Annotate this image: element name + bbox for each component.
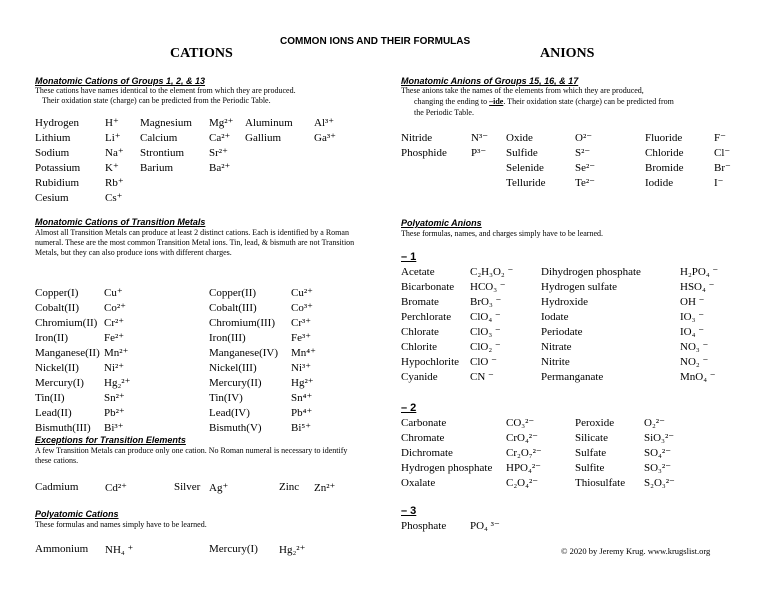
- ion-name: Oxide: [506, 132, 533, 144]
- ion-name: Selenide: [506, 162, 544, 174]
- ion-name: Tin(IV): [209, 392, 243, 404]
- ion-name: Copper(I): [35, 287, 79, 299]
- ion-row: [35, 286, 130, 301]
- minus2-left-list: [401, 416, 542, 491]
- ion-row: [541, 370, 718, 385]
- ion-row: [401, 325, 513, 340]
- ion-formula: Ca²⁺: [209, 132, 231, 144]
- ion-name: Dihydrogen phosphate: [541, 266, 641, 278]
- ion-formula: Mn²⁺: [104, 347, 129, 359]
- ion-name: Magnesium: [140, 117, 192, 129]
- transition-desc: Almost all Transition Metals can produce at least 2 distinct cations. Each is identified by a Roman numeral. These are the most common Transition Metal ions. Tin, lead, & bismuth are not Transition Metals, but they can also produce ions with different charges.: [35, 228, 355, 257]
- ion-formula: Cd²⁺: [105, 482, 127, 494]
- ion-name: Perchlorate: [401, 311, 452, 323]
- ion-formula: IO₃ ⁻: [680, 311, 704, 323]
- ion-name: Bismuth(III): [35, 422, 91, 434]
- ion-row: [35, 146, 124, 161]
- ion-name: Nitrate: [541, 341, 572, 353]
- ion-formula: HPO₄²⁻: [506, 462, 541, 474]
- ion-row: [645, 146, 731, 161]
- ion-formula: ClO₂ ⁻: [470, 341, 501, 353]
- ion-name: Phosphide: [401, 147, 447, 159]
- ion-name: Lithium: [35, 132, 71, 144]
- ion-formula: Te²⁻: [575, 177, 595, 189]
- ion-row: [35, 346, 130, 361]
- ion-formula: SO₄²⁻: [644, 447, 672, 459]
- transition-right-list: [209, 286, 316, 436]
- ion-name: Mercury(I): [209, 543, 258, 555]
- ion-name: Cadmium: [35, 481, 79, 493]
- ide-ending: –ide: [489, 97, 504, 106]
- ion-name: Thiosulfate: [575, 477, 626, 489]
- ion-formula: ClO ⁻: [470, 356, 497, 368]
- ion-name: Bicarbonate: [401, 281, 455, 293]
- ion-name: Lead(II): [35, 407, 72, 419]
- ion-row: [541, 310, 718, 325]
- group1-list: [35, 116, 124, 206]
- mono-anions-desc-1: These anions take the names of the elements from which they are produced,: [401, 86, 644, 95]
- mono-cations-desc-1: These cations have names identical to the element from which they are produced.: [35, 86, 296, 95]
- ion-formula: K⁺: [105, 162, 119, 174]
- poly-cations-list: [35, 543, 375, 558]
- ion-row: [541, 355, 718, 370]
- ion-row: [35, 316, 130, 331]
- ion-formula: P³⁻: [471, 147, 487, 159]
- ion-name: Calcium: [140, 132, 178, 144]
- ion-formula: Cl⁻: [714, 147, 731, 159]
- ion-name: Mercury(II): [209, 377, 262, 389]
- ion-name: Cobalt(II): [35, 302, 79, 314]
- ion-name: Potassium: [35, 162, 81, 174]
- charge-minus-3-label: – 3: [401, 505, 417, 517]
- ion-row: [209, 391, 316, 406]
- ion-formula: Ag⁺: [209, 482, 229, 494]
- ion-row: [541, 280, 718, 295]
- ion-formula: SiO₃²⁻: [644, 432, 675, 444]
- ion-name: Hypochlorite: [401, 356, 460, 368]
- ion-formula: Na⁺: [105, 147, 124, 159]
- ion-row: [575, 416, 675, 431]
- ion-formula: Mn⁴⁺: [291, 347, 316, 359]
- ion-formula: Hg₂²⁺: [104, 377, 131, 389]
- ion-name: Chloride: [645, 147, 684, 159]
- ion-row: [401, 340, 513, 355]
- ion-formula: Co²⁺: [104, 302, 126, 314]
- ion-row: [575, 476, 675, 491]
- ion-name: Chromium(II): [35, 317, 98, 329]
- ion-row: [401, 519, 500, 534]
- desc-part: changing the ending to: [414, 97, 490, 106]
- ion-row: [401, 295, 513, 310]
- ion-formula: MnO₄ ⁻: [680, 371, 716, 383]
- ion-name: Barium: [140, 162, 173, 174]
- ion-row: [401, 461, 542, 476]
- ion-name: Sodium: [35, 147, 70, 159]
- ion-name: Nickel(III): [209, 362, 257, 374]
- ion-row: [401, 131, 488, 146]
- ion-name: Chlorate: [401, 326, 439, 338]
- ion-row: [140, 146, 233, 161]
- ion-row: [401, 310, 513, 325]
- ion-formula: ClO₄ ⁻: [470, 311, 501, 323]
- ion-row: [35, 331, 130, 346]
- ion-name: Cesium: [35, 192, 69, 204]
- ion-formula: Li⁺: [105, 132, 121, 144]
- ion-row: [35, 376, 130, 391]
- ion-row: [541, 325, 718, 340]
- ion-formula: H⁺: [105, 117, 119, 129]
- ion-row: [209, 286, 316, 301]
- ion-name: Chlorite: [401, 341, 438, 353]
- ion-formula: ClO₃ ⁻: [470, 326, 501, 338]
- ion-formula: Br⁻: [714, 162, 731, 174]
- ion-row: [401, 416, 542, 431]
- ion-formula: NH₄ ⁺: [105, 544, 134, 556]
- ion-formula: Bi⁵⁺: [291, 422, 312, 434]
- ion-row: [245, 131, 336, 146]
- ion-formula: Al³⁺: [314, 117, 335, 129]
- desc-part: . Their oxidation state (charge) can be predicted from: [503, 97, 674, 106]
- ion-name: Hydrogen sulfate: [541, 281, 618, 293]
- ion-formula: Cr³⁺: [291, 317, 312, 329]
- ion-formula: Se²⁻: [575, 162, 596, 174]
- copyright: © 2020 by Jeremy Krug. www.krugslist.org: [561, 546, 711, 556]
- ion-row: [645, 131, 731, 146]
- ion-formula: HSO₄ ⁻: [680, 281, 715, 293]
- ion-formula: SO₃²⁻: [644, 462, 672, 474]
- ion-formula: H₂PO₄ ⁻: [680, 266, 719, 278]
- ion-formula: Cr₂O₇²⁻: [506, 447, 542, 459]
- ion-row: [401, 146, 488, 161]
- exceptions-list: [35, 481, 375, 496]
- ion-formula: Pb⁴⁺: [291, 407, 313, 419]
- ion-name: Peroxide: [575, 417, 615, 429]
- ion-name: Gallium: [245, 132, 282, 144]
- ion-formula: Ba²⁺: [209, 162, 231, 174]
- mono-anions-desc-3: the Periodic Table.: [414, 108, 474, 117]
- ion-row: [506, 176, 595, 191]
- ion-formula: Cu⁺: [104, 287, 123, 299]
- ion-name: Nitride: [401, 132, 433, 144]
- page-title: COMMON IONS AND THEIR FORMULAS: [280, 36, 471, 47]
- ion-row: [209, 406, 316, 421]
- ion-name: Acetate: [401, 266, 435, 278]
- minus1-left-list: [401, 265, 513, 385]
- ion-name: Hydrogen: [35, 117, 79, 129]
- ion-formula: IO₄ ⁻: [680, 326, 704, 338]
- ion-formula: Ga³⁺: [314, 132, 336, 144]
- poly-cations-heading: Polyatomic Cations: [35, 509, 119, 519]
- ion-formula: O²⁻: [575, 132, 593, 144]
- ion-row: [506, 146, 595, 161]
- ion-formula: PO₄ ³⁻: [470, 520, 500, 532]
- ion-formula: OH ⁻: [680, 296, 705, 308]
- transition-left-list: [35, 286, 130, 436]
- group16-list: [506, 131, 595, 191]
- ion-formula: S₂O₃²⁻: [644, 477, 675, 489]
- ion-name: Copper(II): [209, 287, 257, 299]
- ion-name: Sulfate: [575, 447, 607, 459]
- ion-name: Periodate: [541, 326, 583, 338]
- ion-formula: Cu²⁺: [291, 287, 313, 299]
- ion-name: Mercury(I): [35, 377, 84, 389]
- ion-row: [401, 370, 513, 385]
- ion-formula: N³⁻: [471, 132, 489, 144]
- ion-row: [541, 340, 718, 355]
- ion-formula: Cr²⁺: [104, 317, 125, 329]
- ion-formula: Pb²⁺: [104, 407, 125, 419]
- ion-name: Lead(IV): [209, 407, 250, 419]
- poly-anions-heading: Polyatomic Anions: [401, 218, 482, 228]
- mono-cations-desc-2: Their oxidation state (charge) can be predicted from the Periodic Table.: [42, 96, 271, 105]
- minus3-list: [401, 519, 500, 534]
- ion-name: Bismuth(V): [209, 422, 262, 434]
- ion-formula: Ni³⁺: [291, 362, 312, 374]
- ion-formula: CrO₄²⁻: [506, 432, 538, 444]
- ion-row: [209, 421, 316, 436]
- ion-row: [35, 191, 124, 206]
- ion-row: [35, 131, 124, 146]
- ion-name: Aluminum: [245, 117, 293, 129]
- ion-row: [209, 361, 316, 376]
- ion-name: Carbonate: [401, 417, 447, 429]
- ion-name: Phosphate: [401, 520, 447, 532]
- ion-formula: O₂²⁻: [644, 417, 665, 429]
- ion-name: Zinc: [279, 481, 300, 493]
- ion-name: Chromium(III): [209, 317, 275, 329]
- ion-name: Manganese(II): [35, 347, 100, 359]
- ion-name: Dichromate: [401, 447, 453, 459]
- ion-row: [209, 346, 316, 361]
- ion-row: [140, 131, 233, 146]
- exceptions-desc: A few Transition Metals can produce only one cation. No Roman numeral is necessary to identify these cations.: [35, 446, 348, 465]
- ion-name: Sulfide: [506, 147, 538, 159]
- ion-row: [401, 280, 513, 295]
- ion-formula: Fe³⁺: [291, 332, 312, 344]
- ion-row: [209, 316, 316, 331]
- ion-formula: Co³⁺: [291, 302, 313, 314]
- group15-list: [401, 131, 488, 161]
- ion-row: [506, 131, 595, 146]
- ion-row: [35, 301, 130, 316]
- ion-formula: Sn²⁺: [104, 392, 125, 404]
- ion-row: [575, 431, 675, 446]
- ion-formula: NO₃ ⁻: [680, 341, 709, 353]
- ion-name: Cyanide: [401, 371, 438, 383]
- ion-formula: HCO₃ ⁻: [470, 281, 506, 293]
- ion-name: Nitrite: [541, 356, 570, 368]
- ion-name: Strontium: [140, 147, 185, 159]
- ion-name: Iodate: [541, 311, 569, 323]
- exceptions-heading: Exceptions for Transition Elements: [35, 435, 186, 445]
- ion-row: [401, 355, 513, 370]
- ion-row: [35, 406, 130, 421]
- ion-formula: Cs⁺: [105, 192, 123, 204]
- ion-row: [401, 446, 542, 461]
- ion-name: Iron(III): [209, 332, 246, 344]
- ion-row: [140, 161, 233, 176]
- group17-list: [645, 131, 731, 191]
- ion-name: Iron(II): [35, 332, 68, 344]
- ion-formula: Fe²⁺: [104, 332, 125, 344]
- ion-row: [645, 176, 731, 191]
- ion-name: Iodide: [645, 177, 674, 189]
- ion-row: [401, 431, 542, 446]
- charge-minus-1-label: – 1: [401, 251, 417, 263]
- anions-heading: ANIONS: [540, 46, 595, 61]
- ion-formula: Rb⁺: [105, 177, 124, 189]
- charge-minus-2-label: – 2: [401, 402, 417, 414]
- group2-list: [140, 116, 233, 176]
- ion-row: [35, 361, 130, 376]
- ion-row: [35, 176, 124, 191]
- ion-formula: Hg₂²⁺: [279, 544, 306, 556]
- mono-anions-heading: Monatomic Anions of Groups 15, 16, & 17: [401, 76, 579, 86]
- ion-formula: CN ⁻: [470, 371, 494, 383]
- cations-heading: CATIONS: [170, 46, 233, 61]
- poly-anions-desc: These formulas, names, and charges simply have to be learned.: [401, 229, 604, 238]
- ion-formula: Mg²⁺: [209, 117, 234, 129]
- ion-name: Cobalt(III): [209, 302, 257, 314]
- ion-formula: C₂O₄²⁻: [506, 477, 539, 489]
- ion-formula: Zn²⁺: [314, 482, 336, 494]
- ion-formula: Ni²⁺: [104, 362, 125, 374]
- ion-formula: C₂H₃O₂ ⁻: [470, 266, 514, 278]
- ion-formula: CO₃²⁻: [506, 417, 535, 429]
- ion-name: Rubidium: [35, 177, 80, 189]
- mono-cations-heading: Monatomic Cations of Groups 1, 2, & 13: [35, 76, 206, 86]
- ion-row: [140, 116, 233, 131]
- ion-row: [575, 461, 675, 476]
- ion-name: Hydroxide: [541, 296, 589, 308]
- minus1-right-list: [541, 265, 718, 385]
- ion-formula: Bi³⁺: [104, 422, 124, 434]
- ion-row: [245, 116, 336, 131]
- ion-name: Sulfite: [575, 462, 605, 474]
- ion-row: [645, 161, 731, 176]
- ion-row: [209, 301, 316, 316]
- ion-formula: I⁻: [714, 177, 724, 189]
- ion-name: Tin(II): [35, 392, 65, 404]
- ion-name: Fluoride: [645, 132, 683, 144]
- ion-name: Chromate: [401, 432, 445, 444]
- ion-row: [35, 161, 124, 176]
- ion-formula: NO₂ ⁻: [680, 356, 709, 368]
- ion-row: [541, 295, 718, 310]
- ion-name: Hydrogen phosphate: [401, 462, 493, 474]
- mono-anions-desc-2: [414, 97, 674, 107]
- ion-row: [401, 476, 542, 491]
- ion-name: Silver: [174, 481, 201, 493]
- ion-formula: S²⁻: [575, 147, 591, 159]
- ion-row: [35, 391, 130, 406]
- ion-name: Manganese(IV): [209, 347, 279, 359]
- ion-formula: Hg²⁺: [291, 377, 314, 389]
- ion-row: [209, 331, 316, 346]
- poly-cations-desc: These formulas and names simply have to be learned.: [35, 520, 207, 529]
- ion-row: [575, 446, 675, 461]
- ion-formula: F⁻: [714, 132, 726, 144]
- ion-name: Bromate: [401, 296, 439, 308]
- ion-formula: BrO₃ ⁻: [470, 296, 502, 308]
- ion-name: Bromide: [645, 162, 684, 174]
- ion-row: [541, 265, 718, 280]
- minus2-right-list: [575, 416, 675, 491]
- ion-formula: Sn⁴⁺: [291, 392, 313, 404]
- group13-list: [245, 116, 336, 146]
- ion-row: [209, 376, 316, 391]
- ion-name: Telluride: [506, 177, 546, 189]
- ion-name: Nickel(II): [35, 362, 79, 374]
- ion-row: [401, 265, 513, 280]
- ion-name: Permanganate: [541, 371, 604, 383]
- ion-name: Silicate: [575, 432, 608, 444]
- ion-row: [506, 161, 595, 176]
- transition-heading: Monatomic Cations of Transition Metals: [35, 217, 206, 227]
- ion-formula: Sr²⁺: [209, 147, 228, 159]
- ion-name: Oxalate: [401, 477, 436, 489]
- ion-name: Ammonium: [35, 543, 89, 555]
- ion-row: [35, 421, 130, 436]
- ion-row: [35, 116, 124, 131]
